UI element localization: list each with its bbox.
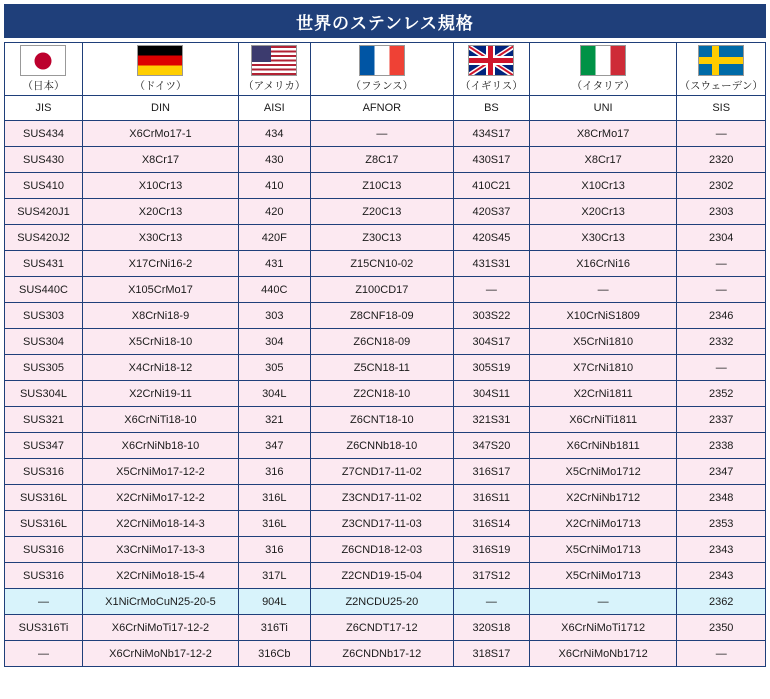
table-cell: X10CrNiS1809 [529,303,677,329]
table-cell: — [677,355,766,381]
flag-france-icon [359,45,405,76]
table-cell: X5CrNiMo1712 [529,459,677,485]
table-cell: 316 [238,537,310,563]
table-cell: 321 [238,407,310,433]
table-cell: SUS316L [5,485,83,511]
table-cell: — [453,277,529,303]
table-cell: 347 [238,433,310,459]
table-cell: X2CrNiMo18-15-4 [82,563,238,589]
table-row [5,615,766,641]
table-cell: 2343 [677,537,766,563]
table-cell: SUS321 [5,407,83,433]
table-cell: Z30C13 [310,225,453,251]
page-title: 世界のステンレス規格 [4,4,766,38]
table-cell: 317L [238,563,310,589]
table-cell: X7CrNi1810 [529,355,677,381]
table-cell: 2346 [677,303,766,329]
table-cell: 2352 [677,381,766,407]
table-cell: 316S14 [453,511,529,537]
table-cell: Z7CND17-11-02 [310,459,453,485]
table-row [5,355,766,381]
table-cell: 2347 [677,459,766,485]
table-cell: — [677,641,766,667]
table-cell: Z8CNF18-09 [310,303,453,329]
table-cell: 347S20 [453,433,529,459]
table-cell: 320S18 [453,615,529,641]
table-cell: X2CrNi19-11 [82,381,238,407]
table-cell: — [677,251,766,277]
standards-table [4,42,766,667]
table-cell: SUS316Ti [5,615,83,641]
table-cell: Z6CNT18-10 [310,407,453,433]
table-cell: 2348 [677,485,766,511]
table-row [5,225,766,251]
table-cell: X2CrNiMo1713 [529,511,677,537]
table-cell: 434S17 [453,121,529,147]
table-cell: SUS305 [5,355,83,381]
table-cell: 2302 [677,173,766,199]
table-cell: SUS430 [5,147,83,173]
table-row [5,251,766,277]
table-standard-header-row [5,96,766,121]
table-cell: Z10C13 [310,173,453,199]
table-cell: SUS303 [5,303,83,329]
table-cell: X2CrNi1811 [529,381,677,407]
table-cell: X8Cr17 [529,147,677,173]
table-cell: 303 [238,303,310,329]
table-cell: 2320 [677,147,766,173]
table-cell: 321S31 [453,407,529,433]
table-cell: X2CrNiNb1712 [529,485,677,511]
table-cell: 316 [238,459,310,485]
table-cell: 410C21 [453,173,529,199]
table-cell: 430 [238,147,310,173]
table-row [5,485,766,511]
table-cell: X20Cr13 [82,199,238,225]
table-cell: Z6CNDT17-12 [310,615,453,641]
table-cell: SUS304L [5,381,83,407]
table-row [5,459,766,485]
table-cell: 440C [238,277,310,303]
country-label-japan: （日本） [22,80,65,92]
table-cell: X6CrMo17-1 [82,121,238,147]
table-cell: X6CrNiNb18-10 [82,433,238,459]
table-cell: 316S11 [453,485,529,511]
flag-usa-icon [251,45,297,76]
header-cell-japan [5,43,83,96]
header-cell-italy [529,43,677,96]
table-cell: 316S19 [453,537,529,563]
header-cell-uk [453,43,529,96]
flag-uk-icon [468,45,514,76]
table-cell: 316L [238,485,310,511]
table-cell: Z6CNDNb17-12 [310,641,453,667]
table-cell: SUS316 [5,537,83,563]
table-cell: X2CrNiMo17-12-2 [82,485,238,511]
table-cell: SUS316 [5,563,83,589]
table-row [5,563,766,589]
table-cell: 316Ti [238,615,310,641]
header-cell-sweden [677,43,766,96]
table-cell: X5CrNi18-10 [82,329,238,355]
table-cell: 304S17 [453,329,529,355]
table-cell: 2332 [677,329,766,355]
header-cell-usa [238,43,310,96]
table-row [5,329,766,355]
table-cell: — [5,589,83,615]
table-cell: 2353 [677,511,766,537]
table-cell: 420S37 [453,199,529,225]
table-cell: 305 [238,355,310,381]
table-row [5,589,766,615]
table-row [5,381,766,407]
standard-label-din: DIN [82,96,238,121]
table-cell: X6CrNiMoTi17-12-2 [82,615,238,641]
table-cell: 2362 [677,589,766,615]
table-cell: Z3CND17-11-02 [310,485,453,511]
standards-table-body [5,121,766,667]
table-cell: 317S12 [453,563,529,589]
table-row [5,433,766,459]
table-row [5,121,766,147]
table-cell: SUS316 [5,459,83,485]
table-cell: 2343 [677,563,766,589]
country-label-france: （フランス） [350,80,414,92]
table-row [5,537,766,563]
table-row [5,173,766,199]
table-cell: — [310,121,453,147]
table-cell: Z2CN18-10 [310,381,453,407]
country-label-italy: （イタリア） [571,80,635,92]
standard-label-jis: JIS [5,96,83,121]
table-flag-header-row [5,43,766,96]
table-cell: 305S19 [453,355,529,381]
stainless-standards-page [0,4,770,699]
table-cell: X30Cr13 [529,225,677,251]
table-row [5,199,766,225]
header-cell-france [310,43,453,96]
table-cell: X8Cr17 [82,147,238,173]
table-cell: 430S17 [453,147,529,173]
table-cell: 2304 [677,225,766,251]
table-row [5,277,766,303]
table-cell: 316S17 [453,459,529,485]
table-cell: X105CrMo17 [82,277,238,303]
table-cell: 2337 [677,407,766,433]
table-cell: — [453,589,529,615]
table-row [5,511,766,537]
table-cell: X6CrNiTi1811 [529,407,677,433]
table-cell: X10Cr13 [82,173,238,199]
standard-label-sis: SIS [677,96,766,121]
table-cell: X6CrNiTi18-10 [82,407,238,433]
table-cell: Z20C13 [310,199,453,225]
table-cell: — [5,641,83,667]
table-cell: 420S45 [453,225,529,251]
table-cell: X5CrNiMo17-12-2 [82,459,238,485]
table-cell: SUS420J2 [5,225,83,251]
table-cell: 304 [238,329,310,355]
table-cell: X17CrNi16-2 [82,251,238,277]
table-cell: SUS440C [5,277,83,303]
table-cell: 304S11 [453,381,529,407]
table-cell: X6CrNiNb1811 [529,433,677,459]
table-cell: Z6CN18-09 [310,329,453,355]
table-cell: Z6CNNb18-10 [310,433,453,459]
table-cell: Z8C17 [310,147,453,173]
country-label-usa: （アメリカ） [243,80,306,92]
table-cell: Z15CN10-02 [310,251,453,277]
table-cell: 318S17 [453,641,529,667]
table-cell: — [529,277,677,303]
table-cell: 2350 [677,615,766,641]
table-cell: — [529,589,677,615]
table-cell: 316Cb [238,641,310,667]
table-cell: X6CrNiMoNb17-12-2 [82,641,238,667]
table-cell: X30Cr13 [82,225,238,251]
table-cell: SUS347 [5,433,83,459]
table-cell: Z6CND18-12-03 [310,537,453,563]
table-cell: 904L [238,589,310,615]
standard-label-uni: UNI [529,96,677,121]
table-cell: 410 [238,173,310,199]
table-cell: X6CrNiMoTi1712 [529,615,677,641]
table-cell: X10Cr13 [529,173,677,199]
table-cell: Z100CD17 [310,277,453,303]
table-cell: Z5CN18-11 [310,355,453,381]
flag-sweden-icon [698,45,744,76]
table-row [5,641,766,667]
table-cell: X20Cr13 [529,199,677,225]
table-cell: X16CrNi16 [529,251,677,277]
table-cell: X6CrNiMoNb1712 [529,641,677,667]
table-cell: SUS410 [5,173,83,199]
table-cell: X3CrNiMo17-13-3 [82,537,238,563]
table-cell: X8CrNi18-9 [82,303,238,329]
table-cell: Z2CND19-15-04 [310,563,453,589]
table-cell: 420 [238,199,310,225]
table-cell: 316L [238,511,310,537]
standard-label-bs: BS [453,96,529,121]
table-cell: 2303 [677,199,766,225]
table-cell: 420F [238,225,310,251]
country-label-sweden: （スウェーデン） [679,80,763,92]
table-cell: X4CrNi18-12 [82,355,238,381]
table-cell: 303S22 [453,303,529,329]
table-cell: SUS431 [5,251,83,277]
table-cell: SUS420J1 [5,199,83,225]
country-label-germany: （ドイツ） [134,80,187,92]
flag-japan-icon [20,45,66,76]
header-cell-germany [82,43,238,96]
table-cell: 431 [238,251,310,277]
table-cell: X5CrNiMo1713 [529,537,677,563]
table-cell: Z3CND17-11-03 [310,511,453,537]
table-cell: SUS434 [5,121,83,147]
table-cell: 434 [238,121,310,147]
table-cell: Z2NCDU25-20 [310,589,453,615]
table-cell: X5CrNiMo1713 [529,563,677,589]
table-cell: X1NiCrMoCuN25-20-5 [82,589,238,615]
flag-germany-icon [137,45,183,76]
table-cell: 431S31 [453,251,529,277]
standard-label-afnor: AFNOR [310,96,453,121]
table-row [5,147,766,173]
country-label-uk: （イギリス） [460,80,523,92]
table-cell: 304L [238,381,310,407]
table-cell: SUS316L [5,511,83,537]
table-cell: X5CrNi1810 [529,329,677,355]
table-row [5,303,766,329]
table-cell: — [677,277,766,303]
table-cell: X8CrMo17 [529,121,677,147]
table-cell: SUS304 [5,329,83,355]
table-cell: 2338 [677,433,766,459]
table-cell: — [677,121,766,147]
table-row [5,407,766,433]
flag-italy-icon [580,45,626,76]
standard-label-aisi: AISI [238,96,310,121]
table-cell: X2CrNiMo18-14-3 [82,511,238,537]
